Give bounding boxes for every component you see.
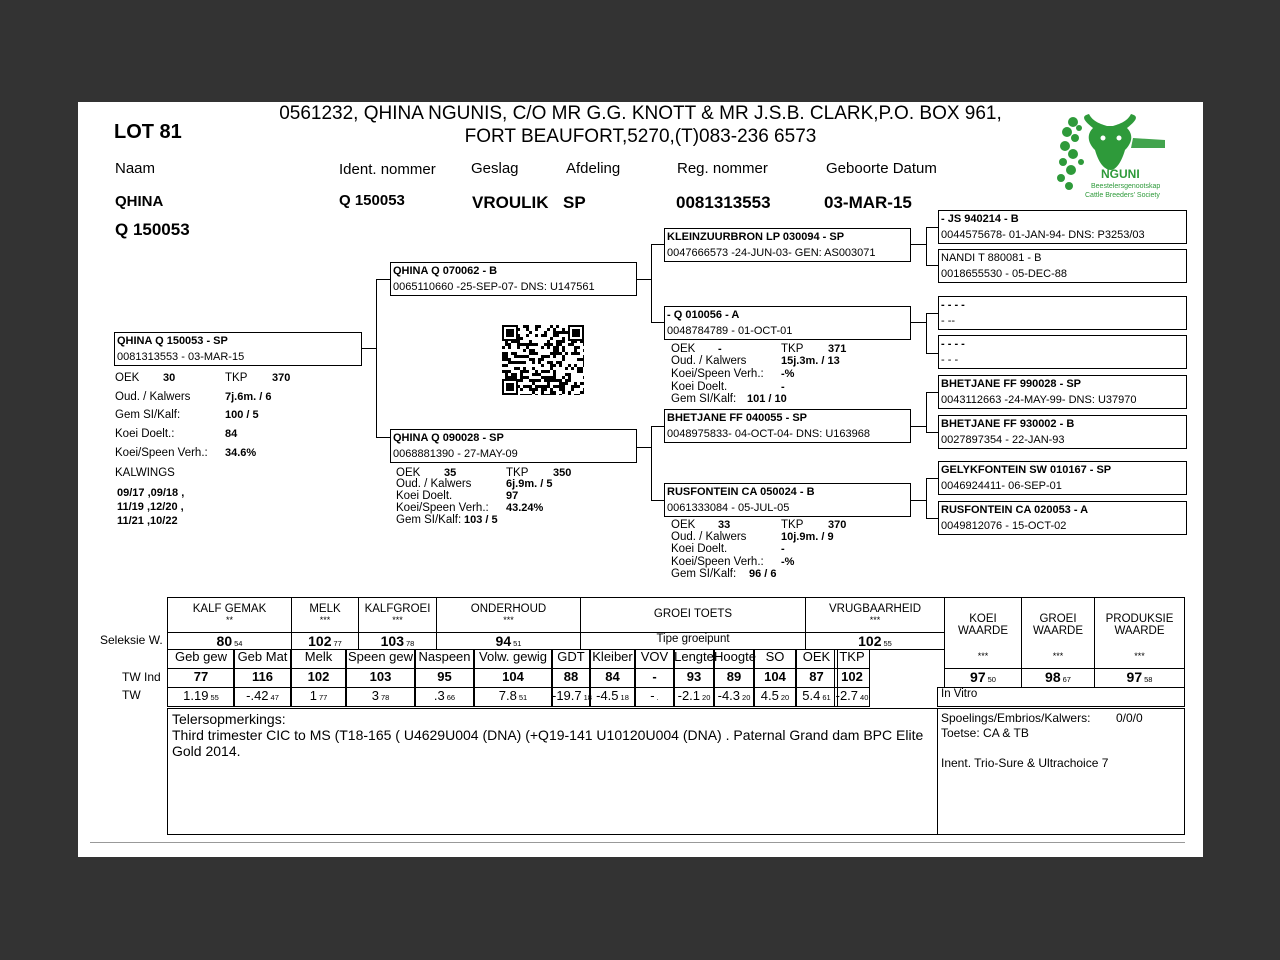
box-detail: 0047666573 -24-JUN-03- GEN: AS003071 bbox=[667, 247, 876, 259]
label-sex: Geslag bbox=[471, 160, 519, 177]
sel-accuracy: 78 bbox=[406, 639, 415, 648]
qr-code bbox=[502, 325, 584, 395]
sel-value: 94 bbox=[495, 633, 512, 649]
box-title: BHETJANE FF 040055 - SP bbox=[667, 412, 807, 424]
box-title: GELYKFONTEIN SW 010167 - SP bbox=[941, 464, 1112, 476]
animal-stat-label: Koei Doelt.: bbox=[115, 428, 175, 440]
owner-line-1: 0561232, QHINA NGUNIS, C/O MR G.G. KNOTT & MR J.S.B. CLARK,P.O. BOX 961, bbox=[279, 103, 1002, 124]
box-title: RUSFONTEIN CA 050024 - B bbox=[667, 486, 815, 498]
pedigree-gen4-box bbox=[938, 335, 1187, 369]
tw-accuracy: 78 bbox=[380, 693, 390, 702]
dam-stat-value: 103 / 5 bbox=[464, 514, 498, 526]
calvings-line: 09/17 ,09/18 , bbox=[117, 487, 185, 499]
gen3-stat-value: -% bbox=[781, 556, 795, 568]
row-label-tw-ind: TW Ind bbox=[122, 670, 161, 684]
tw-accuracy: 18 bbox=[583, 693, 592, 702]
ind-koei-waarde bbox=[944, 668, 1022, 688]
flush-value: 0/0/0 bbox=[1116, 711, 1143, 725]
animal-stat-label: OEK bbox=[115, 372, 140, 384]
trait-name-cell: GDT bbox=[551, 649, 591, 669]
trait-index-cell: 102 bbox=[834, 668, 870, 688]
connector bbox=[926, 392, 938, 393]
gen3-stat-label: OEK bbox=[671, 343, 696, 355]
trait-name-cell: Geb Mat bbox=[233, 649, 292, 669]
box-detail: 0044575678- 01-JAN-94- DNS: P3253/03 bbox=[941, 229, 1145, 241]
group-label: WAARDE bbox=[1032, 625, 1084, 637]
trait-name-cell: Kleiber bbox=[589, 649, 636, 669]
pedigree-gen4-box bbox=[938, 501, 1187, 535]
pedigree-gen4-box bbox=[938, 461, 1187, 495]
tw-value: -2.7 bbox=[835, 688, 859, 703]
group-label: ONDERHOUD bbox=[470, 603, 547, 615]
group-groei-toets bbox=[580, 597, 806, 633]
box-detail: 0046924411- 06-SEP-01 bbox=[941, 480, 1062, 492]
gen3-stat-value: -% bbox=[781, 368, 795, 380]
trait-tw-cell bbox=[345, 687, 416, 707]
animal-detail: 0081313553 - 03-MAR-15 bbox=[117, 351, 245, 363]
pedigree-gen4-box bbox=[938, 415, 1187, 449]
box-title: BHETJANE FF 930002 - B bbox=[941, 418, 1075, 430]
gen3-stat-label: Gem SI/Kalf: bbox=[671, 393, 737, 405]
trait-index-cell: 89 bbox=[713, 668, 755, 688]
gen3-stat-value: 370 bbox=[828, 519, 847, 531]
tw-accuracy: 40 bbox=[860, 693, 869, 702]
ind-accuracy: 50 bbox=[987, 675, 996, 684]
group-koei-waarde bbox=[944, 597, 1022, 669]
animal-stat-value: 370 bbox=[272, 372, 291, 384]
tw-value: -19.7 bbox=[552, 688, 582, 703]
group-label: KALF GEMAK bbox=[192, 603, 267, 615]
tw-value: 1.19 bbox=[183, 688, 209, 703]
connector bbox=[651, 426, 664, 427]
value-ident: Q 150053 bbox=[339, 192, 405, 209]
dam-stat-value: 43.24% bbox=[506, 502, 544, 514]
sel-accuracy: 55 bbox=[883, 639, 892, 648]
trait-tw-cell bbox=[167, 687, 235, 707]
value-reg: 0081313553 bbox=[676, 193, 771, 212]
ind-value: 97 bbox=[970, 669, 986, 685]
trait-name-cell: VOV bbox=[634, 649, 675, 669]
logo-word: NGUNI bbox=[1101, 167, 1140, 181]
box-detail: 0027897354 - 22-JAN-93 bbox=[941, 434, 1065, 446]
connector bbox=[926, 265, 938, 266]
calvings-line: 11/19 ,12/20 , bbox=[117, 501, 184, 513]
connector bbox=[926, 353, 938, 354]
connector bbox=[926, 518, 938, 519]
sel-value: Tipe groeipunt bbox=[656, 633, 730, 645]
trait-tw-cell bbox=[414, 687, 475, 707]
label-division: Afdeling bbox=[566, 160, 621, 177]
trait-name-cell: Volw. gewig bbox=[473, 649, 553, 669]
sel-accuracy: 54 bbox=[234, 639, 243, 648]
trait-tw-cell bbox=[290, 687, 347, 707]
group-onderhoud bbox=[436, 597, 581, 633]
gen3-stat-label: Oud. / Kalwers bbox=[671, 531, 747, 543]
trait-index-cell: 116 bbox=[233, 668, 292, 688]
animal-title: QHINA Q 150053 - SP bbox=[117, 335, 228, 347]
gen3-stat-value: - bbox=[781, 381, 785, 393]
box-detail: 0018655530 - 05-DEC-88 bbox=[941, 268, 1067, 280]
tw-accuracy: 55 bbox=[210, 693, 219, 702]
gen3-stat-value: - bbox=[781, 543, 785, 555]
trait-name-cell: OEK bbox=[795, 649, 838, 669]
box-title: - - - - bbox=[941, 299, 965, 311]
sel-value: 102 bbox=[308, 633, 332, 649]
sel-accuracy: 77 bbox=[333, 639, 342, 648]
connector bbox=[926, 432, 938, 433]
tests-note: Toetse: CA & TB bbox=[941, 726, 1029, 740]
tw-value: -4.3 bbox=[717, 688, 741, 703]
animal-stat-value: 100 / 5 bbox=[225, 409, 259, 421]
group-label: WAARDE bbox=[1114, 625, 1165, 637]
group-label: GROEI TOETS bbox=[653, 608, 733, 620]
connector bbox=[637, 279, 651, 280]
tw-value: .3 bbox=[433, 688, 445, 703]
sel-value: 80 bbox=[216, 633, 233, 649]
group-stars: *** bbox=[319, 615, 331, 625]
flush-label: Spoelings/Embrios/Kalwers: bbox=[941, 711, 1091, 725]
sire-title: QHINA Q 070062 - B bbox=[393, 265, 498, 277]
box-title: - JS 940214 - B bbox=[941, 213, 1019, 225]
value-name: QHINA bbox=[115, 193, 164, 210]
trait-tw-cell bbox=[233, 687, 292, 707]
remarks-title: Telersopmerkings: bbox=[172, 711, 286, 727]
gen3-stat-label: Gem SI/Kalf: bbox=[671, 568, 737, 580]
connector bbox=[376, 279, 390, 280]
box-title: KLEINZUURBRON LP 030094 - SP bbox=[667, 231, 845, 243]
trait-index-cell: 84 bbox=[589, 668, 636, 688]
trait-index-cell: 95 bbox=[414, 668, 475, 688]
box-detail: 0048784789 - 01-OCT-01 bbox=[667, 325, 793, 337]
gen3-stat-label: Oud. / Kalwers bbox=[671, 355, 747, 367]
in-vitro-cell bbox=[937, 687, 1185, 707]
label-reg: Reg. nommer bbox=[677, 160, 768, 177]
gen3-stat-label: Koei Doelt. bbox=[671, 543, 728, 555]
dam-stat-label: OEK bbox=[396, 467, 421, 479]
connector bbox=[926, 227, 927, 265]
group-kalf-gemak bbox=[167, 597, 292, 633]
tw-accuracy: 66 bbox=[446, 693, 456, 702]
connector bbox=[926, 227, 938, 228]
pedigree-gen4-box bbox=[938, 375, 1187, 409]
connector bbox=[362, 348, 376, 349]
tw-accuracy: 47 bbox=[270, 693, 279, 702]
gen3-stat-value: 10j.9m. / 9 bbox=[781, 531, 834, 543]
nguni-logo bbox=[1053, 108, 1173, 203]
pedigree-dam-box bbox=[390, 429, 637, 463]
tw-accuracy: 51 bbox=[518, 693, 528, 702]
tw-accuracy: 61 bbox=[822, 693, 831, 702]
tw-value: -.42 bbox=[246, 688, 269, 703]
tw-accuracy: 18 bbox=[620, 693, 629, 702]
footer-rule bbox=[90, 842, 1185, 843]
sire-detail: 0065110660 -25-SEP-07- DNS: U147561 bbox=[393, 281, 595, 293]
dam-stat-value: 6j.9m. / 5 bbox=[506, 478, 553, 490]
in-vitro-label: In Vitro bbox=[941, 688, 978, 700]
trait-name-cell: SO bbox=[753, 649, 797, 669]
trait-name-cell: Lengte bbox=[673, 649, 715, 669]
gen3-stat-value: 33 bbox=[718, 519, 731, 531]
label-ident: Ident. nommer bbox=[339, 161, 436, 178]
box-detail: - - - bbox=[941, 354, 959, 366]
remarks-line-2: Gold 2014. bbox=[172, 743, 241, 759]
connector bbox=[926, 313, 938, 314]
tw-accuracy: . bbox=[656, 693, 659, 702]
trait-tw-cell bbox=[589, 687, 636, 707]
ind-accuracy: 58 bbox=[1144, 675, 1153, 684]
connector bbox=[911, 500, 926, 501]
insem-note: Inent. Trio-Sure & Ultrachoice 7 bbox=[941, 756, 1109, 770]
value-division: SP bbox=[563, 193, 586, 212]
box-title: - Q 010056 - A bbox=[667, 309, 740, 321]
tw-accuracy: 20 bbox=[702, 693, 711, 702]
animal-stat-value: 84 bbox=[225, 428, 238, 440]
dam-stat-value: 35 bbox=[444, 467, 457, 479]
connector bbox=[926, 478, 927, 518]
connector bbox=[926, 392, 927, 432]
group-stars: *** bbox=[392, 615, 403, 625]
trait-name-cell: Melk bbox=[290, 649, 347, 669]
trait-name-cell: Geb gew bbox=[167, 649, 235, 669]
group-groei-waarde bbox=[1021, 597, 1095, 669]
trait-tw-cell bbox=[473, 687, 553, 707]
remarks-line-1: Third trimester CIC to MS (T18-165 ( U4629U004 (DNA) (+Q19-141 U10120U004 (DNA) . Paternal Grand dam BPC Elite bbox=[172, 727, 924, 743]
trait-tw-cell bbox=[795, 687, 838, 707]
sel-value: 102 bbox=[858, 633, 882, 649]
animal-stat-label: Oud. / Kalwers bbox=[115, 391, 191, 403]
lot-number: LOT 81 bbox=[114, 121, 182, 143]
pedigree-granddam-maternal bbox=[664, 483, 911, 517]
tw-accuracy: 20 bbox=[780, 693, 790, 702]
trait-name-cell: Speen gew bbox=[345, 649, 416, 669]
box-detail: 0048975833- 04-OCT-04- DNS: U163968 bbox=[667, 428, 871, 440]
pedigree-grandsire-maternal bbox=[664, 409, 911, 443]
group-label: KALFGROEI bbox=[364, 603, 431, 615]
pedigree-animal-box bbox=[114, 332, 362, 366]
animal-stat-value: 30 bbox=[163, 372, 176, 384]
group-produksie-waarde bbox=[1094, 597, 1185, 669]
gen3-stat-label: OEK bbox=[671, 519, 696, 531]
animal-stat-label: Gem SI/Kalf: bbox=[115, 409, 181, 421]
calvings-line: 11/21 ,10/22 bbox=[117, 515, 178, 527]
logo-sub-1: Beestelersgenootskap bbox=[1091, 183, 1161, 190]
group-kalfgroei bbox=[358, 597, 437, 633]
gen3-stat-label: Koei/Speen Verh.: bbox=[671, 556, 764, 568]
connector bbox=[911, 244, 926, 245]
value-id-repeat: Q 150053 bbox=[115, 220, 190, 239]
tw-value: 7.8 bbox=[498, 688, 517, 703]
dam-stat-label: Koei/Speen Verh.: bbox=[396, 502, 489, 514]
label-name: Naam bbox=[115, 160, 156, 177]
gen3-stat-value: 371 bbox=[828, 343, 847, 355]
ind-value: 97 bbox=[1126, 669, 1143, 685]
group-stars: *** bbox=[1052, 651, 1064, 661]
trait-tw-cell bbox=[753, 687, 797, 707]
tw-accuracy: 77 bbox=[318, 693, 328, 702]
sel-groei-toets bbox=[580, 632, 806, 650]
dam-stat-value: 350 bbox=[553, 467, 572, 479]
box-detail: 0043112663 -24-MAY-99- DNS: U37970 bbox=[941, 394, 1137, 406]
box-title: RUSFONTEIN CA 020053 - A bbox=[941, 504, 1089, 516]
group-label: KOEI bbox=[969, 613, 997, 625]
trait-tw-cell bbox=[673, 687, 715, 707]
group-stars: *** bbox=[503, 615, 514, 625]
trait-name-cell: Naspeen bbox=[414, 649, 475, 669]
value-sex: VROULIK bbox=[472, 193, 549, 212]
group-stars: *** bbox=[977, 651, 989, 661]
group-stars: ** bbox=[225, 615, 233, 625]
group-melk bbox=[291, 597, 359, 633]
tw-accuracy: 20 bbox=[742, 693, 751, 702]
tw-value: 5.4 bbox=[802, 688, 821, 703]
box-title: - - - - bbox=[941, 338, 965, 350]
connector bbox=[651, 426, 652, 500]
trait-index-cell: 88 bbox=[551, 668, 591, 688]
connector bbox=[926, 313, 927, 353]
connector bbox=[376, 437, 390, 438]
gen3-stat-label: Koei/Speen Verh.: bbox=[671, 368, 764, 380]
animal-stat-value: 34.6% bbox=[225, 447, 257, 459]
qr-code-icon bbox=[502, 325, 584, 395]
trait-index-cell: 77 bbox=[167, 668, 235, 688]
group-stars: *** bbox=[1134, 651, 1145, 661]
calvings-label: KALWINGS bbox=[115, 467, 175, 479]
box-detail: 0061333084 - 05-JUL-05 bbox=[667, 502, 790, 514]
dam-stat-value: 97 bbox=[506, 490, 519, 502]
pedigree-gen4-box bbox=[938, 210, 1187, 244]
trait-name-cell: Hoogte bbox=[713, 649, 755, 669]
box-title: BHETJANE FF 990028 - SP bbox=[941, 378, 1081, 390]
tw-value: - bbox=[650, 688, 655, 703]
tw-value: -2.1 bbox=[677, 688, 701, 703]
trait-tw-cell bbox=[634, 687, 675, 707]
group-label: WAARDE bbox=[957, 625, 1009, 637]
dam-title: QHINA Q 090028 - SP bbox=[393, 432, 504, 444]
dam-stat-label: Oud. / Kalwers bbox=[396, 478, 472, 490]
trait-name-cell: TKP bbox=[834, 649, 870, 669]
sale-catalogue-sheet bbox=[78, 102, 1203, 857]
gen3-stat-value: 101 / 10 bbox=[747, 393, 787, 405]
connector bbox=[376, 279, 377, 437]
box-detail: - -- bbox=[941, 315, 956, 327]
group-label: PRODUKSIE bbox=[1105, 613, 1174, 625]
box-title: NANDI T 880081 - B bbox=[941, 252, 1042, 264]
sel-accuracy: 51 bbox=[513, 639, 522, 648]
connector bbox=[651, 244, 652, 322]
group-label: GROEI bbox=[1039, 613, 1077, 625]
connector bbox=[637, 447, 651, 448]
gen3-stat-label: TKP bbox=[781, 343, 804, 355]
pedigree-sire-box bbox=[390, 262, 637, 296]
remarks-divider bbox=[937, 709, 938, 834]
gen3-stat-value: 15j.3m. / 13 bbox=[781, 355, 840, 367]
trait-index-cell: - bbox=[634, 668, 675, 688]
owner-line-2: FORT BEAUFORT,5270,(T)083-236 6573 bbox=[464, 126, 817, 147]
trait-index-cell: 104 bbox=[753, 668, 797, 688]
sel-kalf-gemak bbox=[167, 632, 292, 650]
pedigree-gen4-box bbox=[938, 249, 1187, 283]
group-label: MELK bbox=[309, 603, 341, 615]
trait-index-cell: 104 bbox=[473, 668, 553, 688]
dam-stat-label: TKP bbox=[506, 467, 529, 479]
gen3-stat-label: TKP bbox=[781, 519, 804, 531]
gen3-stat-label: Koei Doelt. bbox=[671, 381, 728, 393]
value-dob: 03-MAR-15 bbox=[824, 193, 912, 212]
sel-melk bbox=[291, 632, 359, 650]
trait-tw-cell bbox=[713, 687, 755, 707]
ind-groei-waarde bbox=[1021, 668, 1095, 688]
connector bbox=[911, 322, 926, 323]
pedigree-grandsire-paternal bbox=[664, 228, 911, 262]
row-label-tw: TW bbox=[122, 688, 141, 702]
logo-sub-2: Cattle Breeders' Society bbox=[1085, 192, 1160, 199]
connector bbox=[651, 244, 664, 245]
sel-value: 103 bbox=[380, 633, 404, 649]
group-vrugbaarheid bbox=[805, 597, 945, 633]
ind-value: 98 bbox=[1045, 669, 1061, 685]
gen3-stat-value: - bbox=[718, 343, 722, 355]
sel-onderhoud bbox=[436, 632, 581, 650]
sel-kalfgroei bbox=[358, 632, 437, 650]
connector bbox=[651, 322, 664, 323]
trait-index-cell: 102 bbox=[290, 668, 347, 688]
connector bbox=[911, 426, 926, 427]
tw-value: 4.5 bbox=[760, 688, 779, 703]
box-detail: 0049812076 - 15-OCT-02 bbox=[941, 520, 1067, 532]
label-dob: Geboorte Datum bbox=[826, 160, 937, 177]
trait-tw-cell bbox=[551, 687, 591, 707]
dam-detail: 0068881390 - 27-MAY-09 bbox=[393, 448, 518, 460]
dam-stat-label: Gem SI/Kalf: bbox=[396, 514, 462, 526]
trait-index-cell: 87 bbox=[795, 668, 838, 688]
trait-tw-cell bbox=[834, 687, 870, 707]
animal-stat-value: 7j.6m. / 6 bbox=[225, 391, 272, 403]
ind-produksie-waarde bbox=[1094, 668, 1185, 688]
animal-stat-label: TKP bbox=[225, 372, 248, 384]
trait-index-cell: 93 bbox=[673, 668, 715, 688]
ind-accuracy: 67 bbox=[1062, 675, 1071, 684]
dam-stat-label: Koei Doelt. bbox=[396, 490, 453, 502]
pedigree-gen4-box bbox=[938, 296, 1187, 330]
connector bbox=[926, 478, 938, 479]
row-label-selection: Seleksie W. bbox=[100, 633, 163, 647]
trait-index-cell: 103 bbox=[345, 668, 416, 688]
group-stars: *** bbox=[869, 615, 881, 625]
tw-value: 3 bbox=[371, 688, 379, 703]
pedigree-granddam-paternal bbox=[664, 306, 911, 340]
tw-value: 1 bbox=[309, 688, 317, 703]
tw-value: -4.5 bbox=[596, 688, 619, 703]
group-label: VRUGBAARHEID bbox=[828, 603, 922, 615]
animal-stat-label: Koei/Speen Verh.: bbox=[115, 447, 208, 459]
remarks-box bbox=[167, 708, 1185, 835]
connector bbox=[651, 500, 664, 501]
gen3-stat-value: 96 / 6 bbox=[749, 568, 777, 580]
sel-vrugbaarheid bbox=[805, 632, 945, 650]
